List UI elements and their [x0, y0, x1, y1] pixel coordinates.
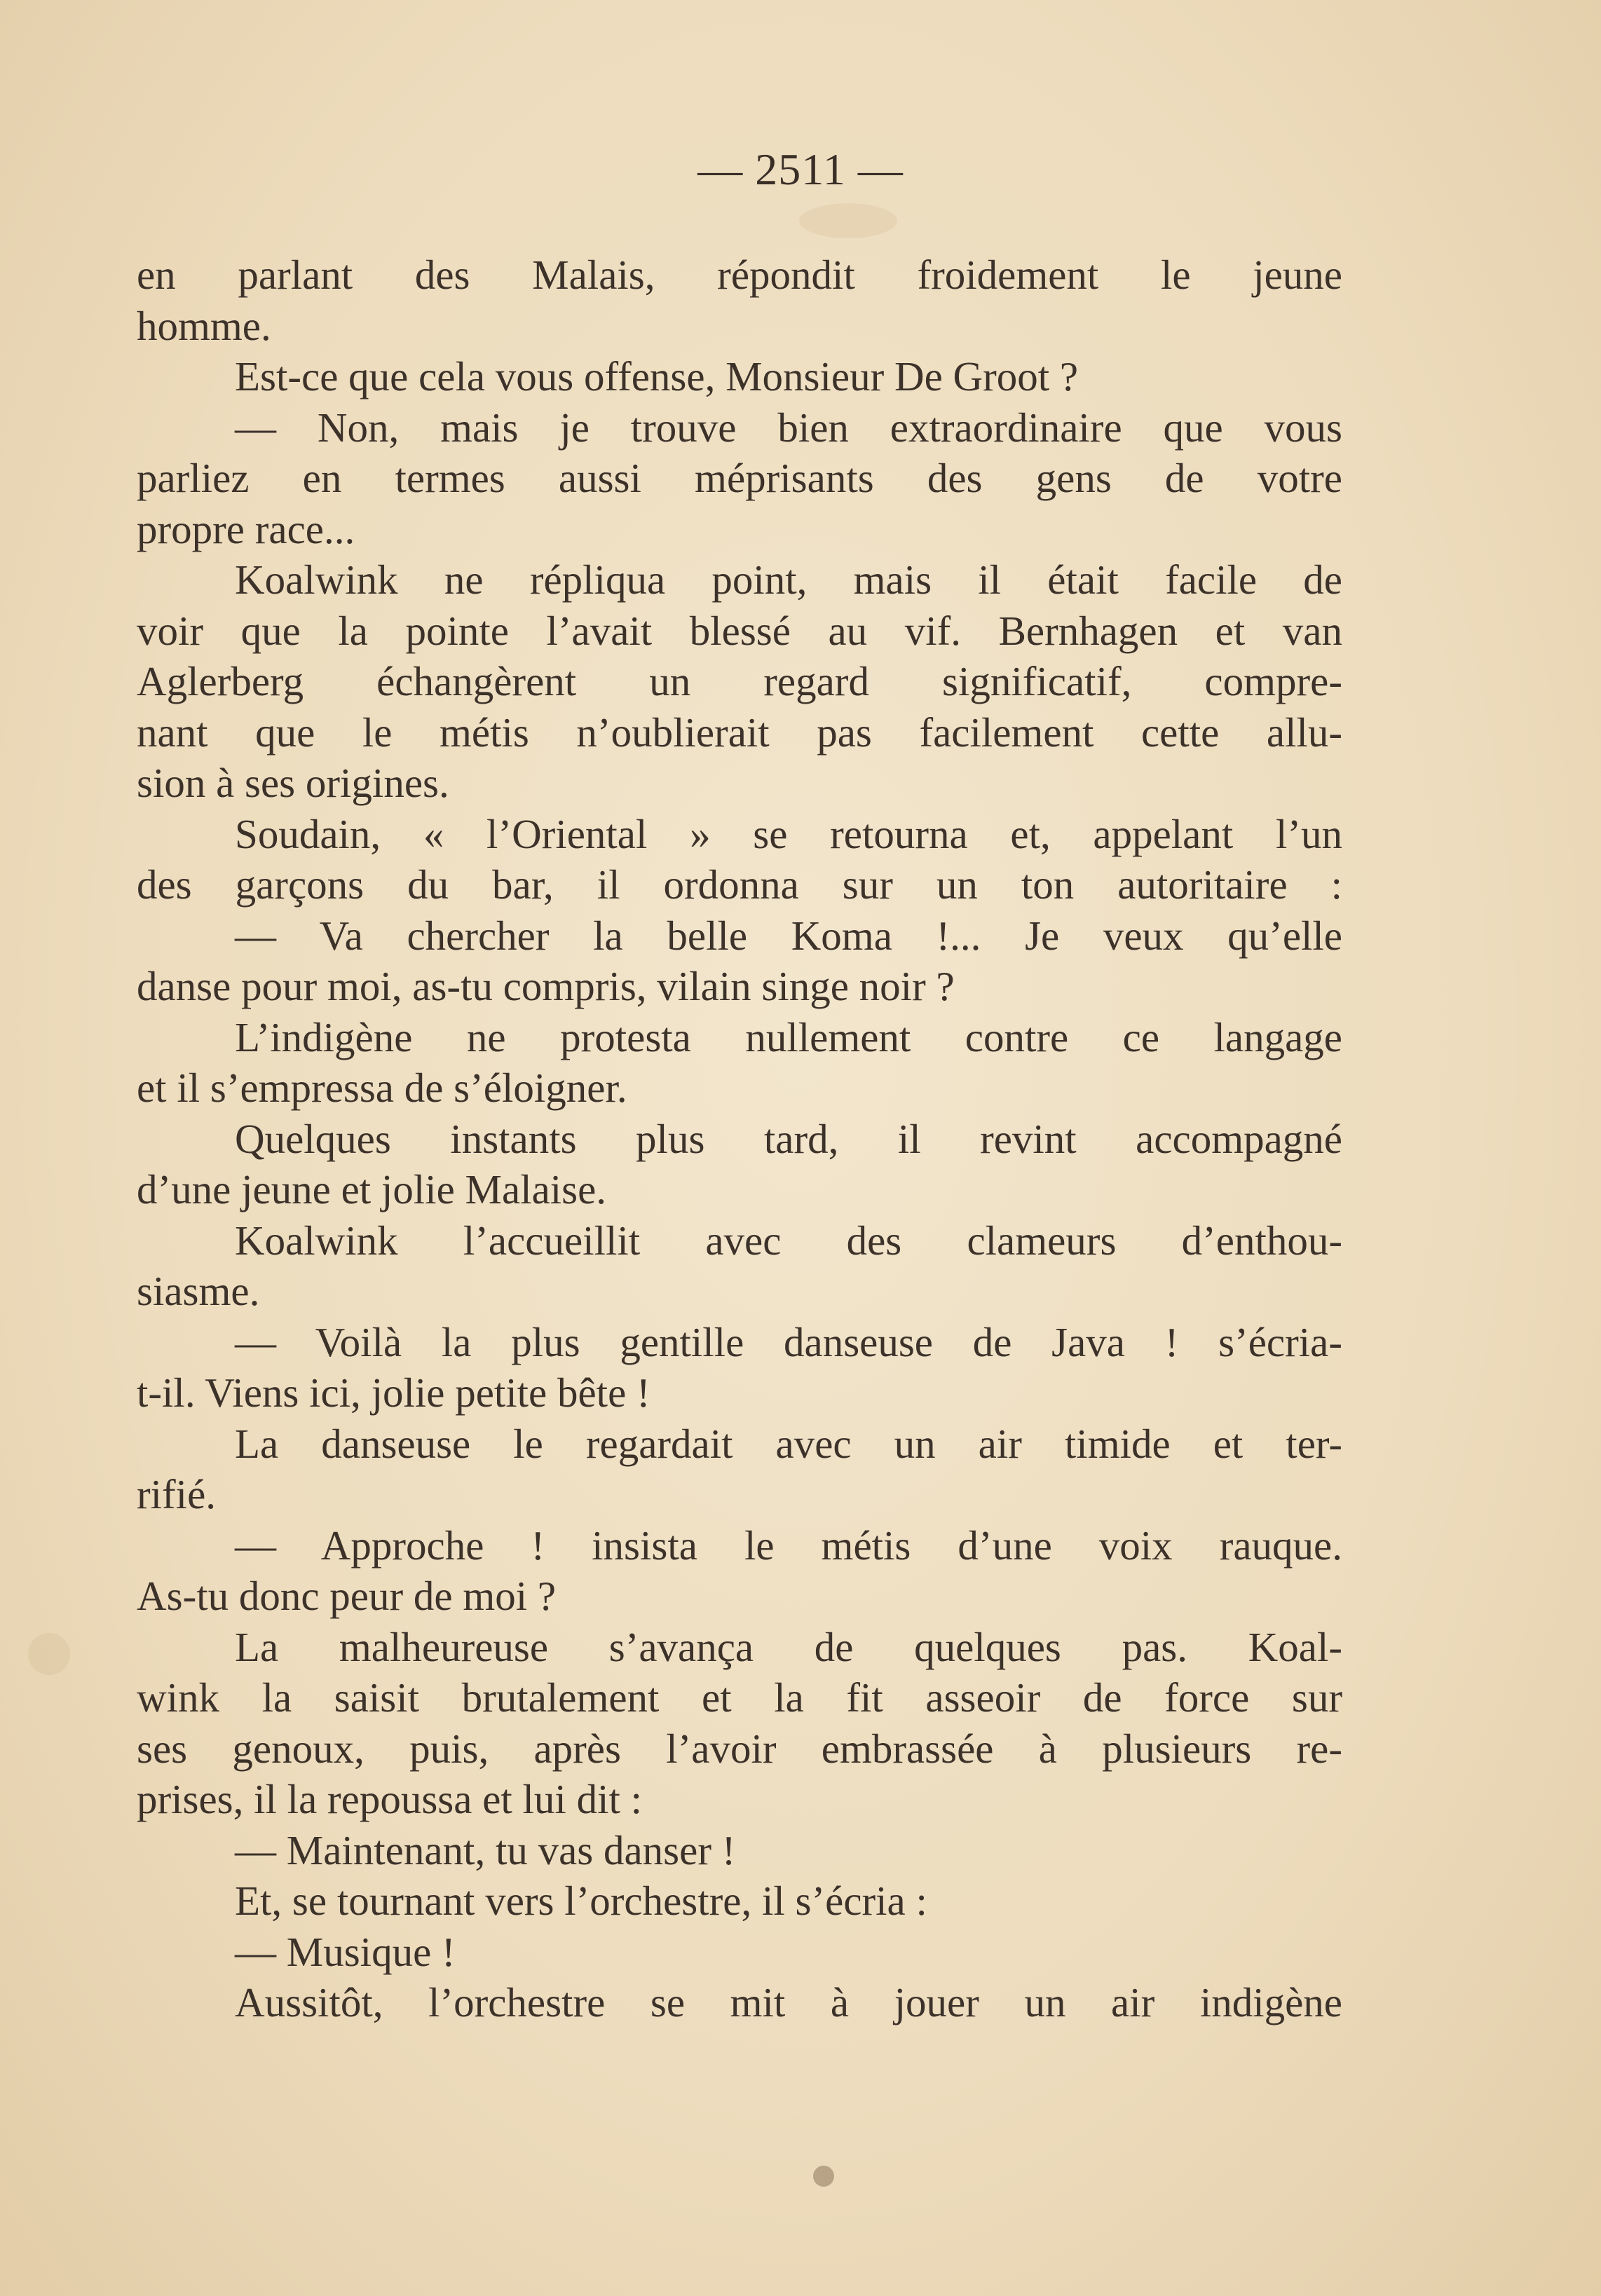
- text-line: propre race...: [137, 505, 355, 552]
- text-line: Quelques instants plus tard, il revint accompagné: [235, 1115, 1342, 1162]
- text-line: L’indigène ne protesta nullement contre ce langage: [235, 1013, 1342, 1060]
- text-line: Soudain, « l’Oriental » se retourna et, appelant l’un: [235, 810, 1342, 857]
- text-line: voir que la pointe l’avait blessé au vif. Bernhagen et van: [137, 607, 1342, 654]
- text-line: Est-ce que cela vous offense, Monsieur De Groot ?: [235, 353, 1079, 399]
- text-line: La malheureuse s’avança de quelques pas. Koal-: [235, 1623, 1342, 1670]
- text-line: Aglerberg échangèrent un regard significatif, compre-: [137, 658, 1342, 704]
- text-line: — Non, mais je trouve bien extraordinaire que vous: [235, 404, 1342, 451]
- text-line: nant que le métis n’oublierait pas facilement cette allu-: [137, 709, 1342, 756]
- text-line: ses genoux, puis, après l’avoir embrassée à plusieurs re-: [137, 1725, 1342, 1772]
- text-line: Koalwink l’accueillit avec des clameurs d’enthou-: [235, 1217, 1342, 1264]
- page-number: — 2511 —: [697, 144, 904, 194]
- text-line: t-il. Viens ici, jolie petite bête !: [137, 1369, 650, 1416]
- text-line: wink la saisit brutalement et la fit asseoir de force sur: [137, 1674, 1342, 1721]
- text-line: prises, il la repoussa et lui dit :: [137, 1776, 642, 1822]
- text-line: — Musique !: [235, 1928, 456, 1975]
- text-line: — Voilà la plus gentille danseuse de Java ! s’écria-: [235, 1318, 1342, 1365]
- paper-stain: [813, 2166, 834, 2187]
- text-line: parliez en termes aussi méprisants des gens de votre: [137, 455, 1342, 501]
- text-line: — Va chercher la belle Koma !... Je veux qu’elle: [235, 912, 1342, 959]
- text-line: — Maintenant, tu vas danser !: [235, 1826, 736, 1873]
- text-line: Koalwink ne répliqua point, mais il était facile de: [235, 556, 1342, 603]
- text-line: en parlant des Malais, répondit froidement le jeune: [137, 252, 1342, 298]
- text-line: La danseuse le regardait avec un air timide et ter-: [235, 1420, 1342, 1467]
- text-line: des garçons du bar, il ordonna sur un ton autoritaire :: [137, 861, 1342, 908]
- text-line: d’une jeune et jolie Malaise.: [137, 1166, 607, 1212]
- text-line: As-tu donc peur de moi ?: [137, 1573, 557, 1619]
- text-line: rifié.: [137, 1471, 217, 1517]
- text-line: siasme.: [137, 1268, 260, 1314]
- text-line: Et, se tournant vers l’orchestre, il s’écria :: [235, 1878, 927, 1924]
- text-line: et il s’empressa de s’éloigner.: [137, 1065, 627, 1111]
- text-line: homme.: [137, 302, 271, 349]
- text-line: — Approche ! insista le métis d’une voix rauque.: [235, 1522, 1342, 1569]
- text-line: Aussitôt, l’orchestre se mit à jouer un air indigène: [235, 1979, 1342, 2025]
- body-text: [137, 250, 1342, 2028]
- text-line: sion à ses origines.: [137, 760, 449, 806]
- text-line: danse pour moi, as-tu compris, vilain singe noir ?: [137, 963, 955, 1009]
- paper-stain: [28, 1633, 70, 1675]
- paper-stain: [799, 203, 897, 238]
